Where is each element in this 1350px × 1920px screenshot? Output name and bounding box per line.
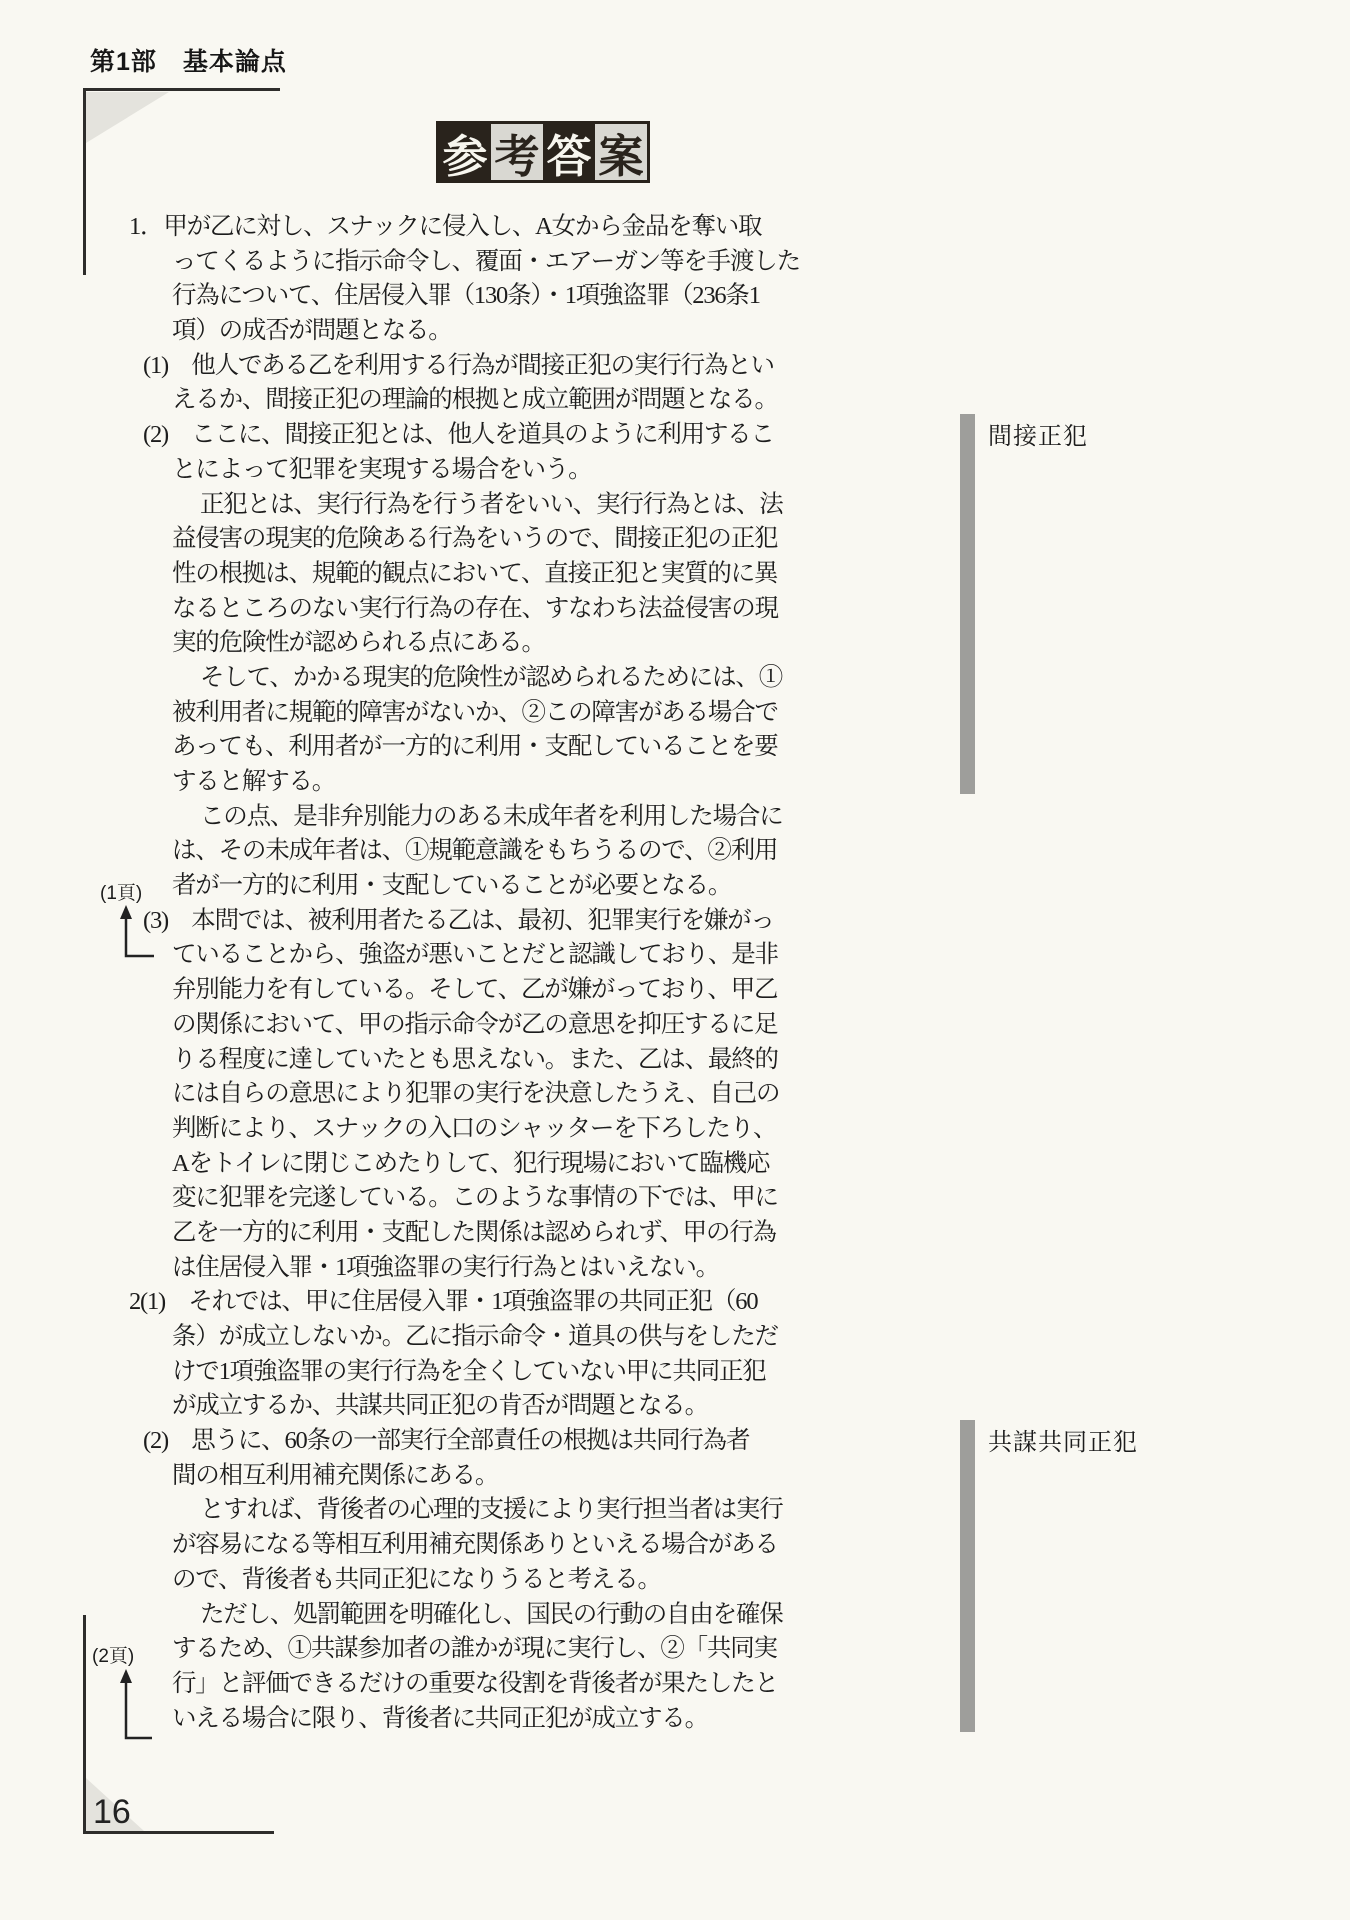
left-border-bottom (83, 1615, 86, 1834)
margin-bar-conspiracy-coprincipal (960, 1420, 975, 1732)
body-line: とすれば、背後者の心理的支援により実行担当者は実行 (200, 1496, 783, 1524)
body-line: 乙を一方的に利用・支配した関係は認められず、甲の行為 (172, 1218, 776, 1246)
title-char: 答 (543, 124, 595, 180)
body-line: 行」と評価できるだけの重要な役割を背後者が果たしたと (172, 1669, 778, 1697)
body-line: (2) ここに、間接正犯とは、他人を道具のように利用するこ (143, 421, 774, 449)
page-ref-arrow-up-icon (118, 904, 158, 962)
body-line: (1) 他人である乙を利用する行為が間接正犯の実行行為とい (143, 351, 774, 379)
body-line: 条）が成立しないか。乙に指示命令・道具の供与をしただ (172, 1323, 778, 1350)
body-line: 1．甲が乙に対し、スナックに侵入し、A女から金品を奪い取 (129, 213, 762, 240)
page-number: 16 (93, 1793, 131, 1831)
body-line: (3) 本問では、被利用者たる乙は、最初、犯罪実行を嫌がっ (143, 906, 774, 934)
body-line: えるか、間接正犯の理論的根拠と成立範囲が問題となる。 (172, 386, 778, 414)
body-line: あっても、利用者が一方的に利用・支配していることを要 (172, 733, 778, 761)
body-line: は住居侵入罪・1項強盗罪の実行行為とはいえない。 (172, 1253, 719, 1281)
body-text (129, 210, 819, 1736)
body-line: 間の相互利用補充関係にある。 (172, 1461, 499, 1489)
margin-note-conspiracy-coprincipal: 共謀共同正犯 (988, 1429, 1138, 1456)
body-line: Aをトイレに閉じこめたりして、犯行現場において臨機応 (172, 1149, 770, 1177)
body-line: 弁別能力を有している。そして、乙が嫌がっており、甲乙 (172, 976, 778, 1004)
body-line: が容易になる等相互利用補充関係ありといえる場合がある (172, 1531, 778, 1559)
page-ref-marker-1: (1頁) (100, 883, 143, 904)
body-line: するため、①共謀参加者の誰かが現に実行し、②「共同実 (172, 1635, 777, 1663)
body-line: なるところのない実行行為の存在、すなわち法益侵害の現 (172, 594, 778, 622)
margin-note-indirect-principal: 間接正犯 (988, 423, 1088, 450)
title-char: 案 (595, 124, 647, 180)
left-border-top (83, 88, 86, 275)
body-line: 行為について、住居侵入罪（130条）・1項強盗罪（236条1 (172, 282, 760, 310)
body-line: 項）の成否が問題となる。 (172, 317, 452, 345)
body-line: には自らの意思により犯罪の実行を決意したうえ、自己の (172, 1080, 780, 1108)
body-line: いえる場合に限り、背後者に共同正犯が成立する。 (172, 1704, 708, 1732)
body-line: 変に犯罪を完遂している。このような事情の下では、甲に (172, 1184, 778, 1212)
body-line: 被利用者に規範的障害がないか、②この障害がある場合で (172, 698, 778, 726)
body-line: 正犯とは、実行行為を行う者をいい、実行行為とは、法 (200, 490, 783, 518)
body-line: 性の根拠は、規範的観点において、直接正犯と実質的に異 (172, 559, 778, 587)
body-line: ていることから、強盗が悪いことだと認識しており、是非 (172, 941, 778, 969)
body-line: が成立するか、共謀共同正犯の肯否が問題となる。 (172, 1392, 708, 1420)
body-line: ってくるように指示命令し、覆面・エアーガン等を手渡した (172, 247, 800, 275)
page-ref-marker-2: (2頁) (92, 1646, 135, 1667)
body-line: ので、背後者も共同正犯になりうると考える。 (172, 1565, 661, 1593)
body-line: この点、是非弁別能力のある未成年者を利用した場合に (200, 802, 783, 830)
body-line: の関係において、甲の指示命令が乙の意思を抑圧するに足 (172, 1010, 778, 1038)
body-line: 実的危険性が認められる点にある。 (172, 629, 545, 657)
margin-bar-indirect-principal (960, 414, 975, 794)
body-line: りる程度に達していたとも思えない。また、乙は、最終的 (172, 1045, 778, 1073)
body-line: 判断により、スナックの入口のシャッターを下ろしたり、 (172, 1114, 777, 1142)
part-header: 第1部 基本論点 (90, 48, 287, 76)
body-line: とによって犯罪を実現する場合をいう。 (172, 455, 592, 483)
corner-triangle-top (86, 92, 169, 143)
body-line: 者が一方的に利用・支配していることが必要となる。 (172, 872, 732, 900)
body-line: そして、かかる現実的危険性が認められるためには、① (200, 663, 783, 691)
body-line: 2(1) それでは、甲に住居侵入罪・1項強盗罪の共同正犯（60 (129, 1288, 758, 1316)
title-char: 考 (491, 124, 543, 180)
body-line: すると解する。 (172, 768, 336, 795)
body-line: (2) 思うに、60条の一部実行全部責任の根拠は共同行為者 (143, 1427, 750, 1455)
body-line: 益侵害の現実的危険ある行為をいうので、間接正犯の正犯 (172, 525, 778, 553)
header-rule (83, 88, 280, 91)
body-line: は、その未成年者は、①規範意識をもちうるので、②利用 (172, 837, 778, 865)
title-char: 参 (439, 124, 491, 180)
body-line: けで1項強盗罪の実行行為を全くしていない甲に共同正犯 (172, 1357, 766, 1385)
title-banner (436, 121, 650, 183)
page-ref-arrow-up-icon (118, 1668, 158, 1744)
body-line: ただし、処罰範囲を明確化し、国民の行動の自由を確保 (200, 1600, 783, 1628)
